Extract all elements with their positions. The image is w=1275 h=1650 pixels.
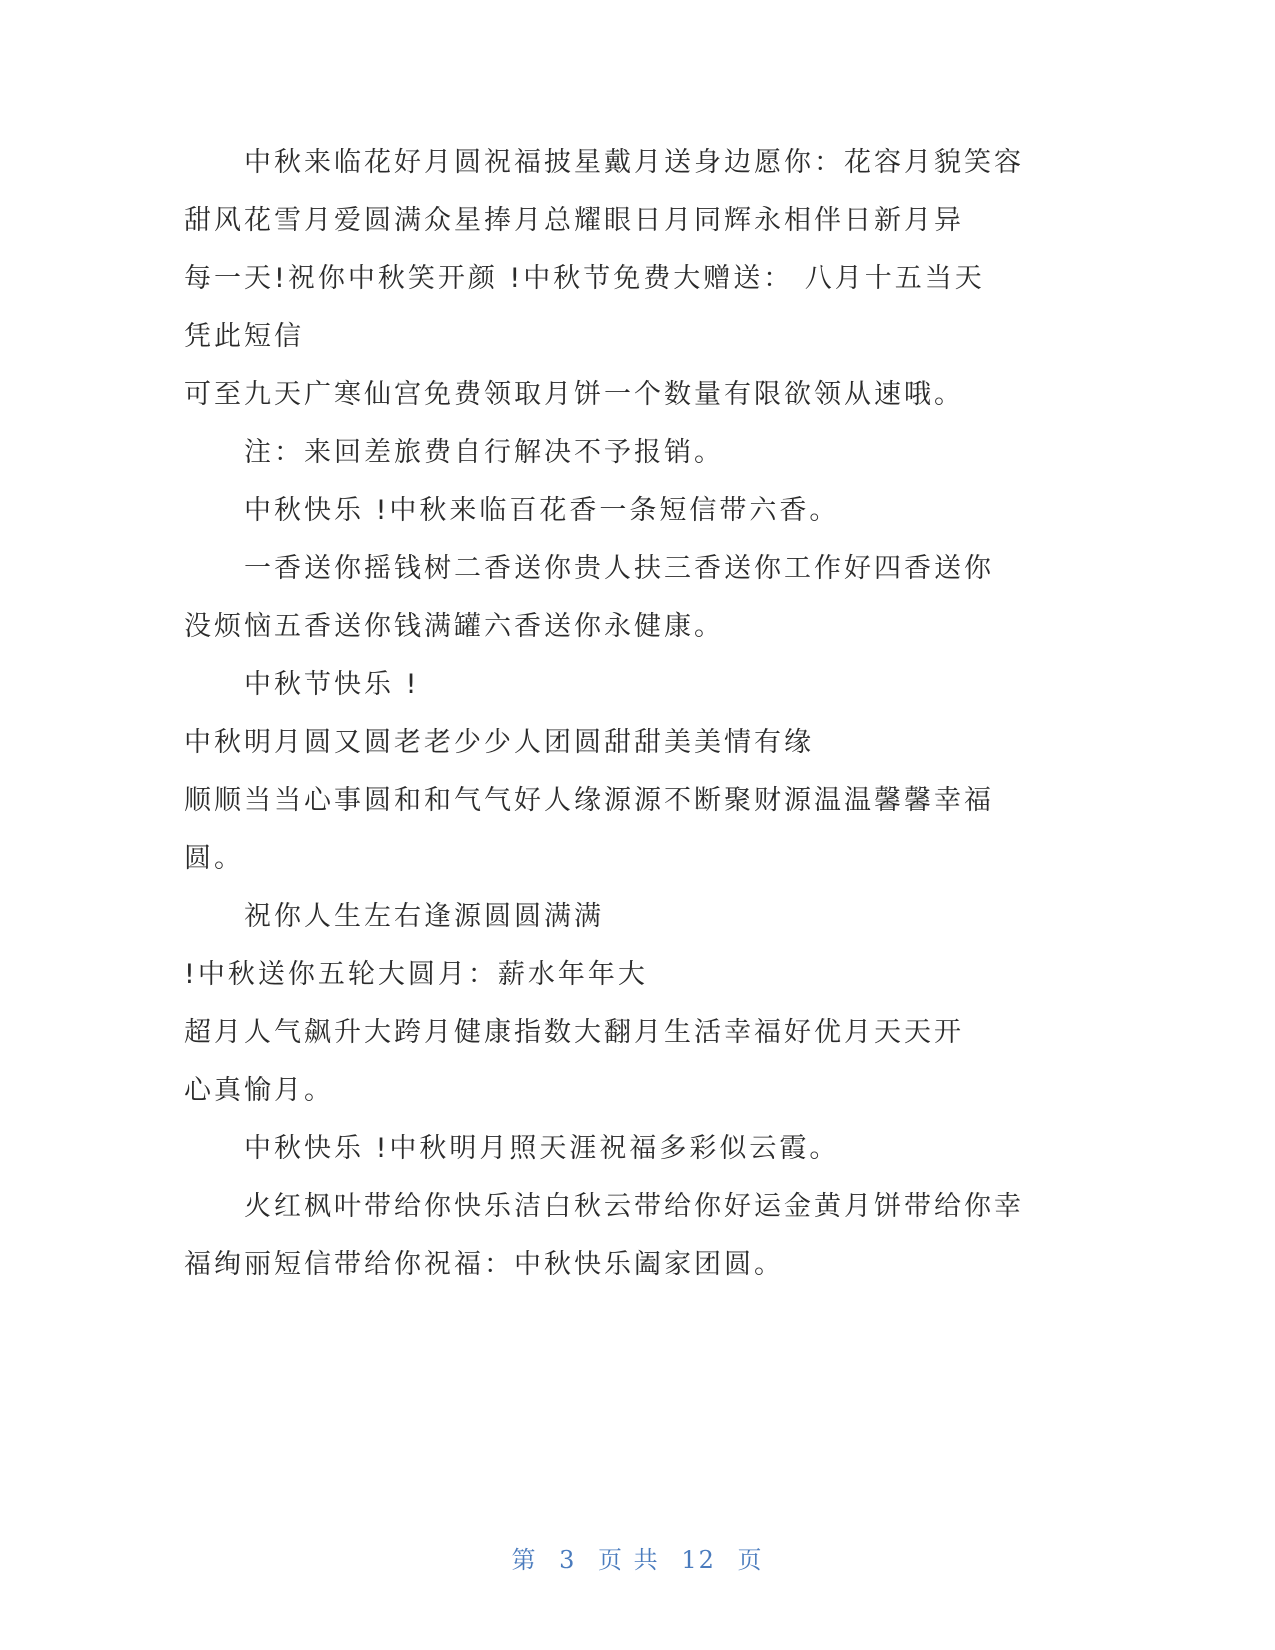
text-line-8: 一香送你摇钱树二香送你贵人扶三香送你工作好四香送你 xyxy=(244,553,994,584)
text-line-6: 注：来回差旅费自行解决不予报销。 xyxy=(244,437,724,468)
text-line-14: 祝你人生左右逢源圆圆满满 xyxy=(244,901,604,932)
text-line-4: 凭此短信 xyxy=(184,321,304,352)
footer-mid: 页 共 xyxy=(598,1546,660,1574)
footer-prefix: 第 xyxy=(511,1546,538,1574)
text-line-12: 顺顺当当心事圆和和气气好人缘源源不断聚财源温温馨馨幸福 xyxy=(184,785,994,816)
text-line-9: 没烦恼五香送你钱满罐六香送你永健康。 xyxy=(184,611,724,642)
text-line-11: 中秋明月圆又圆老老少少人团圆甜甜美美情有缘 xyxy=(184,727,814,758)
footer-total-pages: 12 xyxy=(681,1546,716,1574)
text-line-17: 心真愉月。 xyxy=(184,1075,334,1106)
text-line-18: 中秋快乐 !中秋明月照天涯祝福多彩似云霞。 xyxy=(244,1133,840,1164)
text-line-5: 可至九天广寒仙宫免费领取月饼一个数量有限欲领从速哦。 xyxy=(184,379,964,410)
text-line-2: 甜风花雪月爱圆满众星捧月总耀眼日月同辉永相伴日新月异 xyxy=(184,205,964,236)
text-line-10: 中秋节快乐 ! xyxy=(244,669,420,700)
footer-page-number: 3 xyxy=(559,1546,577,1574)
text-line-1: 中秋来临花好月圆祝福披星戴月送身边愿你：花容月貌笑容 xyxy=(244,147,1024,178)
text-line-7: 中秋快乐 !中秋来临百花香一条短信带六香。 xyxy=(244,495,840,526)
text-line-19: 火红枫叶带给你快乐洁白秋云带给你好运金黄月饼带给你幸 xyxy=(244,1191,1024,1222)
text-line-15: !中秋送你五轮大圆月：薪水年年大 xyxy=(184,959,648,990)
footer-suffix: 页 xyxy=(737,1546,764,1574)
text-line-3: 每一天!祝你中秋笑开颜 !中秋节免费大赠送： 八月十五当天 xyxy=(184,263,985,294)
text-line-13: 圆。 xyxy=(184,843,244,874)
page-footer xyxy=(0,1540,1275,1575)
text-line-20: 福绚丽短信带给你祝福：中秋快乐阖家团圆。 xyxy=(184,1249,784,1280)
text-line-16: 超月人气飙升大跨月健康指数大翻月生活幸福好优月天天开 xyxy=(184,1017,964,1048)
